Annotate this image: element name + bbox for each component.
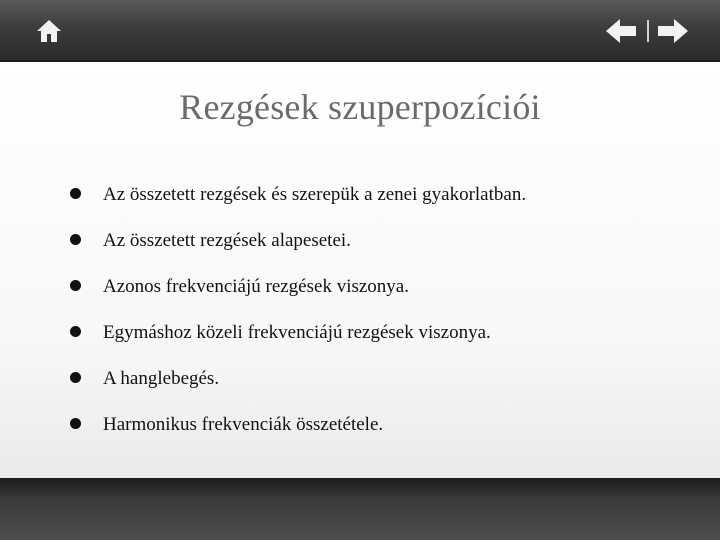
bullet-icon	[70, 372, 81, 383]
bullet-icon	[70, 418, 81, 429]
bullet-text: Az összetett rezgések alapesetei.	[103, 230, 351, 251]
bullet-text: A hanglebegés.	[103, 368, 220, 389]
bullet-text: Harmonikus frekvenciák összetétele.	[103, 414, 384, 435]
bullet-icon	[70, 280, 81, 291]
top-navigation-bar	[0, 0, 720, 62]
arrow-left-icon	[604, 18, 638, 44]
list-item	[70, 310, 690, 356]
slide-navigation	[604, 18, 694, 44]
list-item	[70, 264, 690, 310]
list-item	[70, 356, 690, 402]
home-icon	[36, 18, 62, 44]
bullet-icon	[70, 326, 81, 337]
previous-slide-button[interactable]	[604, 18, 638, 44]
bullet-text: Egymáshoz közeli frekvenciájú rezgések viszonya.	[103, 322, 491, 343]
arrow-right-icon	[656, 18, 690, 44]
list-item	[70, 402, 690, 448]
bullet-list	[70, 172, 690, 448]
bottom-bar	[0, 478, 720, 540]
bullet-icon	[70, 234, 81, 245]
bullet-text: Azonos frekvenciájú rezgések viszonya.	[103, 276, 409, 297]
slide-title: Rezgések szuperpozíciói	[179, 87, 541, 127]
home-button[interactable]	[36, 18, 62, 44]
bullet-icon	[70, 188, 81, 199]
list-item	[70, 218, 690, 264]
list-item	[70, 172, 690, 218]
next-slide-button[interactable]	[656, 18, 690, 44]
nav-separator	[645, 18, 651, 44]
bullet-text: Az összetett rezgések és szerepük a zenei gyakorlatban.	[103, 184, 527, 205]
